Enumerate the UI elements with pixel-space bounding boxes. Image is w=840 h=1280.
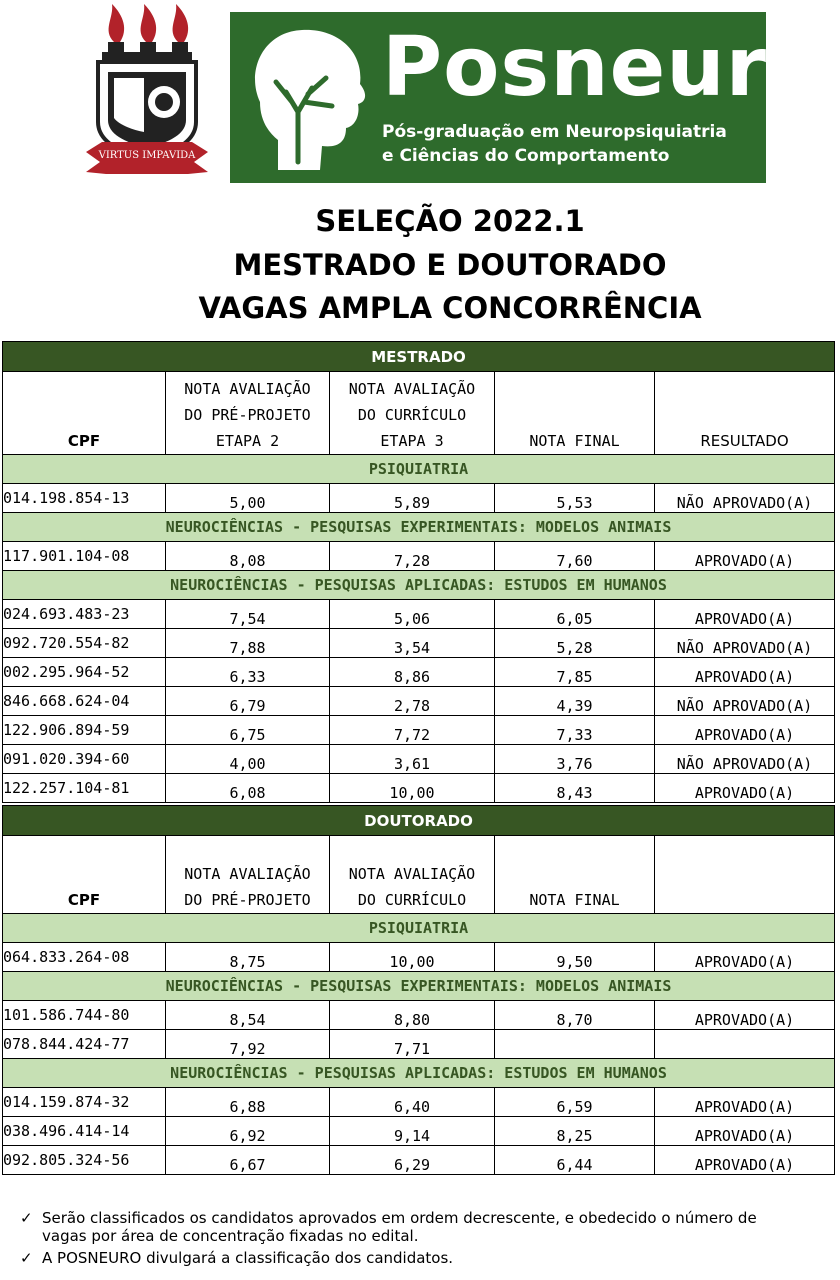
area-heading: NEUROCIÊNCIAS - PESQUISAS EXPERIMENTAIS: MODELOS ANIMAIS: [3, 972, 835, 1001]
area-heading: NEUROCIÊNCIAS - PESQUISAS EXPERIMENTAIS: MODELOS ANIMAIS: [3, 513, 835, 542]
column-header-result: RESULTADO: [655, 372, 835, 455]
final-score-cell: [495, 1030, 655, 1059]
pre-project-score-cell: 6,67: [166, 1146, 330, 1175]
final-score-cell: 7,85: [495, 658, 655, 687]
cpf-cell: 078.844.424-77: [3, 1030, 166, 1059]
curriculum-score-cell: 3,61: [330, 745, 495, 774]
curriculum-score-cell: 6,40: [330, 1088, 495, 1117]
curriculum-score-cell: 8,86: [330, 658, 495, 687]
table-row: [3, 1146, 835, 1175]
result-cell: APROVADO(A): [655, 1146, 835, 1175]
table-row: [3, 600, 835, 629]
pre-project-score-cell: 7,54: [166, 600, 330, 629]
pre-project-score-cell: 5,00: [166, 484, 330, 513]
result-cell: APROVADO(A): [655, 600, 835, 629]
column-header-line: NOTA AVALIAÇÃO: [184, 865, 311, 883]
table-row: [3, 1001, 835, 1030]
area-heading: NEUROCIÊNCIAS - PESQUISAS APLICADAS: ESTUDOS EM HUMANOS: [3, 571, 835, 600]
final-score-cell: 8,25: [495, 1117, 655, 1146]
area-heading: PSIQUIATRIA: [3, 914, 835, 943]
curriculum-score-cell: 7,71: [330, 1030, 495, 1059]
pre-project-score-cell: 6,88: [166, 1088, 330, 1117]
pre-project-score-cell: 6,08: [166, 774, 330, 803]
table-row: [3, 1088, 835, 1117]
result-cell: APROVADO(A): [655, 716, 835, 745]
final-score-cell: 5,53: [495, 484, 655, 513]
page-title-programs: MESTRADO E DOUTORADO: [233, 248, 667, 282]
table-row: [3, 716, 835, 745]
table-row: [3, 1117, 835, 1146]
cpf-cell: 024.693.483-23: [3, 600, 166, 629]
cpf-cell: 091.020.394-60: [3, 745, 166, 774]
pre-project-score-cell: 4,00: [166, 745, 330, 774]
final-score-cell: 6,59: [495, 1088, 655, 1117]
pre-project-score-cell: 6,79: [166, 687, 330, 716]
pre-project-score-cell: 8,75: [166, 943, 330, 972]
table-row: [3, 745, 835, 774]
curriculum-score-cell: 6,29: [330, 1146, 495, 1175]
column-header-final: NOTA FINAL: [495, 372, 655, 455]
table-row: [3, 943, 835, 972]
pre-project-score-cell: 8,08: [166, 542, 330, 571]
final-score-cell: 8,43: [495, 774, 655, 803]
curriculum-score-cell: 5,06: [330, 600, 495, 629]
cpf-cell: 122.906.894-59: [3, 716, 166, 745]
final-score-cell: 8,70: [495, 1001, 655, 1030]
column-header-line: ETAPA 3: [380, 432, 444, 450]
cpf-cell: 014.159.874-32: [3, 1088, 166, 1117]
final-score-cell: 7,60: [495, 542, 655, 571]
brand-name: Posneuro: [382, 20, 825, 115]
cpf-cell: 038.496.414-14: [3, 1117, 166, 1146]
curriculum-score-cell: 5,89: [330, 484, 495, 513]
ufpe-motto: VIRTUS IMPAVIDA: [98, 150, 196, 161]
result-cell: NÃO APROVADO(A): [655, 484, 835, 513]
pre-project-score-cell: 6,75: [166, 716, 330, 745]
footnote-text: A POSNEURO divulgará a classificação dos candidatos.: [42, 1249, 454, 1267]
area-heading: PSIQUIATRIA: [3, 455, 835, 484]
column-header-line: DO CURRÍCULO: [357, 406, 467, 424]
final-score-cell: 4,39: [495, 687, 655, 716]
cpf-cell: 846.668.624-04: [3, 687, 166, 716]
column-header-result: [655, 836, 835, 914]
mestrado-table: [2, 341, 835, 803]
section-heading: MESTRADO: [3, 342, 835, 372]
area-heading: NEUROCIÊNCIAS - PESQUISAS APLICADAS: ESTUDOS EM HUMANOS: [3, 1059, 835, 1088]
final-score-cell: 7,33: [495, 716, 655, 745]
result-cell: [655, 1030, 835, 1059]
column-header-curriculum: [330, 836, 495, 914]
check-icon: ✓: [20, 1209, 33, 1227]
column-header-cpf: CPF: [3, 836, 166, 914]
curriculum-score-cell: 7,28: [330, 542, 495, 571]
result-cell: APROVADO(A): [655, 774, 835, 803]
column-header-cpf: CPF: [3, 372, 166, 455]
cpf-cell: 002.295.964-52: [3, 658, 166, 687]
ufpe-logo: [84, 2, 210, 182]
column-header-curriculum: [330, 372, 495, 455]
head-tree-icon: [242, 22, 372, 172]
doutorado-table: [2, 805, 835, 1175]
curriculum-score-cell: 10,00: [330, 774, 495, 803]
table-row: [3, 658, 835, 687]
column-header-line: DO PRÉ-PROJETO: [184, 891, 311, 909]
result-cell: APROVADO(A): [655, 1001, 835, 1030]
pre-project-score-cell: 7,88: [166, 629, 330, 658]
column-header-line: DO PRÉ-PROJETO: [184, 406, 311, 424]
check-icon: ✓: [20, 1249, 33, 1267]
curriculum-score-cell: 3,54: [330, 629, 495, 658]
curriculum-score-cell: 10,00: [330, 943, 495, 972]
curriculum-score-cell: 7,72: [330, 716, 495, 745]
cpf-cell: 014.198.854-13: [3, 484, 166, 513]
result-cell: APROVADO(A): [655, 658, 835, 687]
result-cell: APROVADO(A): [655, 542, 835, 571]
cpf-cell: 122.257.104-81: [3, 774, 166, 803]
curriculum-score-cell: 9,14: [330, 1117, 495, 1146]
pre-project-score-cell: 6,92: [166, 1117, 330, 1146]
cpf-cell: 064.833.264-08: [3, 943, 166, 972]
column-header-pre-project: [166, 372, 330, 455]
final-score-cell: 9,50: [495, 943, 655, 972]
result-cell: NÃO APROVADO(A): [655, 629, 835, 658]
curriculum-score-cell: 2,78: [330, 687, 495, 716]
column-header-line: NOTA AVALIAÇÃO: [348, 380, 476, 398]
section-heading: DOUTORADO: [3, 806, 835, 836]
final-score-cell: 6,05: [495, 600, 655, 629]
result-cell: APROVADO(A): [655, 943, 835, 972]
table-row: [3, 687, 835, 716]
column-header-pre-project: [166, 836, 330, 914]
cpf-cell: 117.901.104-08: [3, 542, 166, 571]
final-score-cell: 6,44: [495, 1146, 655, 1175]
table-row: [3, 1030, 835, 1059]
table-row: [3, 629, 835, 658]
result-cell: NÃO APROVADO(A): [655, 687, 835, 716]
cpf-cell: 092.805.324-56: [3, 1146, 166, 1175]
posneuro-banner: [230, 12, 825, 183]
result-cell: APROVADO(A): [655, 1088, 835, 1117]
column-header-line: ETAPA 2: [215, 432, 280, 450]
result-cell: APROVADO(A): [655, 1117, 835, 1146]
column-header-final: NOTA FINAL: [495, 836, 655, 914]
column-header-line: DO CURRÍCULO: [357, 891, 467, 909]
brand-subtitle-line1: Pós-graduação em Neuropsiquiatria: [382, 122, 727, 142]
table-row: [3, 484, 835, 513]
table-row: [3, 774, 835, 803]
table-row: [3, 542, 835, 571]
cpf-cell: 092.720.554-82: [3, 629, 166, 658]
page-title-selection: SELEÇÃO 2022.1: [315, 204, 585, 238]
brand-subtitle-line2: e Ciências do Comportamento: [382, 146, 670, 166]
pre-project-score-cell: 6,33: [166, 658, 330, 687]
pre-project-score-cell: 7,92: [166, 1030, 330, 1059]
pre-project-score-cell: 8,54: [166, 1001, 330, 1030]
column-header-line: NOTA AVALIAÇÃO: [348, 865, 476, 883]
column-header-line: NOTA AVALIAÇÃO: [184, 380, 311, 398]
final-score-cell: 5,28: [495, 629, 655, 658]
final-score-cell: 3,76: [495, 745, 655, 774]
curriculum-score-cell: 8,80: [330, 1001, 495, 1030]
footnote-text: Serão classificados os candidatos aprovados em ordem decrescente, e obedecido o número de vagas por área de concentração fixadas no edital.: [42, 1209, 757, 1245]
page-title-vacancies: VAGAS AMPLA CONCORRÊNCIA: [198, 291, 702, 325]
result-cell: NÃO APROVADO(A): [655, 745, 835, 774]
cpf-cell: 101.586.744-80: [3, 1001, 166, 1030]
